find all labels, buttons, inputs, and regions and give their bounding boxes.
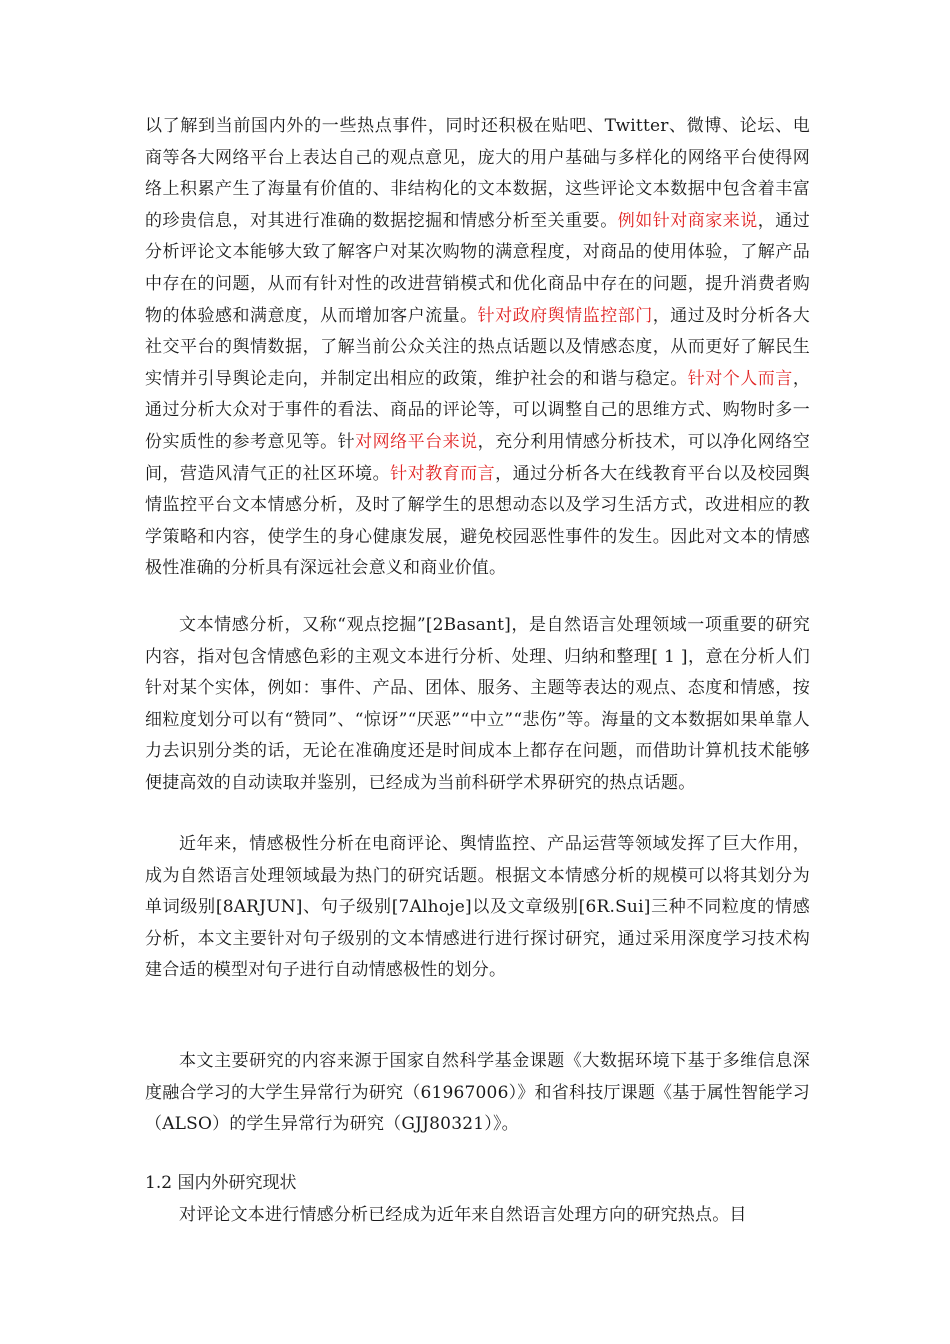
- section-heading: 1.2 国内外研究现状: [145, 1173, 297, 1193]
- highlight-government: 针对政府舆情监控部门: [477, 305, 653, 326]
- paragraph-granularity: 近年来，情感极性分析在电商评论、舆情监控、产品运营等领域发挥了巨大作用，成为自然语言处理领域最为热门的研究话题。根据文本情感分析的规模可以将其划分为单词级别[8ARJUN]、句子级别[7Alhoje]以及文章级别[6R.Sui]三种不同粒度的情感分析，本文主要针对句子级别的文本情感进行进行探讨研究，通过采用深度学习技术构建合适的模型对句子进行自动情感极性的划分。: [145, 834, 810, 981]
- paragraph-motivation: [145, 111, 810, 585]
- highlight-merchant: 例如针对商家来说: [617, 210, 758, 231]
- highlight-education: 针对教育而言: [390, 463, 496, 484]
- text-run: ，通过及时分析各大社交平台的舆情数据，了解当前公众关注的热点话题以及情感态度，从而更好了解民生实情并引导舆论走向，并制定出相应的政策，维护社会的和谐与稳定。: [145, 305, 810, 389]
- text-run: ，通过分析评论文本能够大致了解客户对某次购物的满意程度，对商品的使用体验，了解产品中存在的问题，从而有针对性的改进营销模式和优化商品中存在的问题，提升消费者购物的体验感和满意度，从而增加客户流量。: [145, 210, 810, 326]
- text-run: ，充分利用情感分析技术，可以净化网络空间，营造风清气正的社区环境。: [145, 431, 810, 484]
- paragraph-related-work: 对评论文本进行情感分析已经成为近年来自然语言处理方向的研究热点。目: [179, 1205, 747, 1225]
- highlight-platform: 对网络平台来说: [355, 431, 478, 452]
- text-run: ，通过分析各大在线教育平台以及校园舆情监控平台文本情感分析，及时了解学生的思想动态以及学习生活方式，改进相应的教学策略和内容，使学生的身心健康发展，避免校园恶性事件的发生。因此对文本的情感极性准确的分析具有深远社会意义和商业价值。: [145, 463, 810, 579]
- paragraph-funding: 本文主要研究的内容来源于国家自然科学基金课题《大数据环境下基于多维信息深度融合学习的大学生异常行为研究（61967006）》和省科技厅课题《基于属性智能学习（ALSO）的学生异常行为研究（GJJ80321）》。: [145, 1051, 810, 1135]
- paragraph-definition: 文本情感分析，又称“观点挖掘”[2Basant]，是自然语言处理领域一项重要的研究内容，指对包含情感色彩的主观文本进行分析、处理、归纳和整理[ 1 ]，意在分析人们针对某个实体，例如：事件、产品、团体、服务、主题等表达的观点、态度和情感，按细粒度划分可以有“赞同”、“惊讶”“厌恶”“中立”“悲伤”等。海量的文本数据如果单靠人力去识别分类的话，无论在准确度还是时间成本上都存在问题，而借助计算机技术能够便捷高效的自动读取并鉴别，已经成为当前科研学术界研究的热点话题。: [145, 615, 810, 793]
- highlight-individual: 针对个人而言: [687, 368, 793, 389]
- text-run: ，通过分析大众对于事件的看法、商品的评论等，可以调整自己的思维方式、购物时多一份实质性的参考意见等。针: [145, 368, 811, 452]
- text-run: 以了解到当前国内外的一些热点事件，同时还积极在贴吧、Twitter、微博、论坛、电商等各大网络平台上表达自己的观点意见，庞大的用户基础与多样化的网络平台使得网络上积累产生了海量有价值的、非结构化的文本数据，这些评论文本数据中包含着丰富的珍贵信息，对其进行准确的数据挖掘和情感分析至关重要。: [145, 116, 810, 231]
